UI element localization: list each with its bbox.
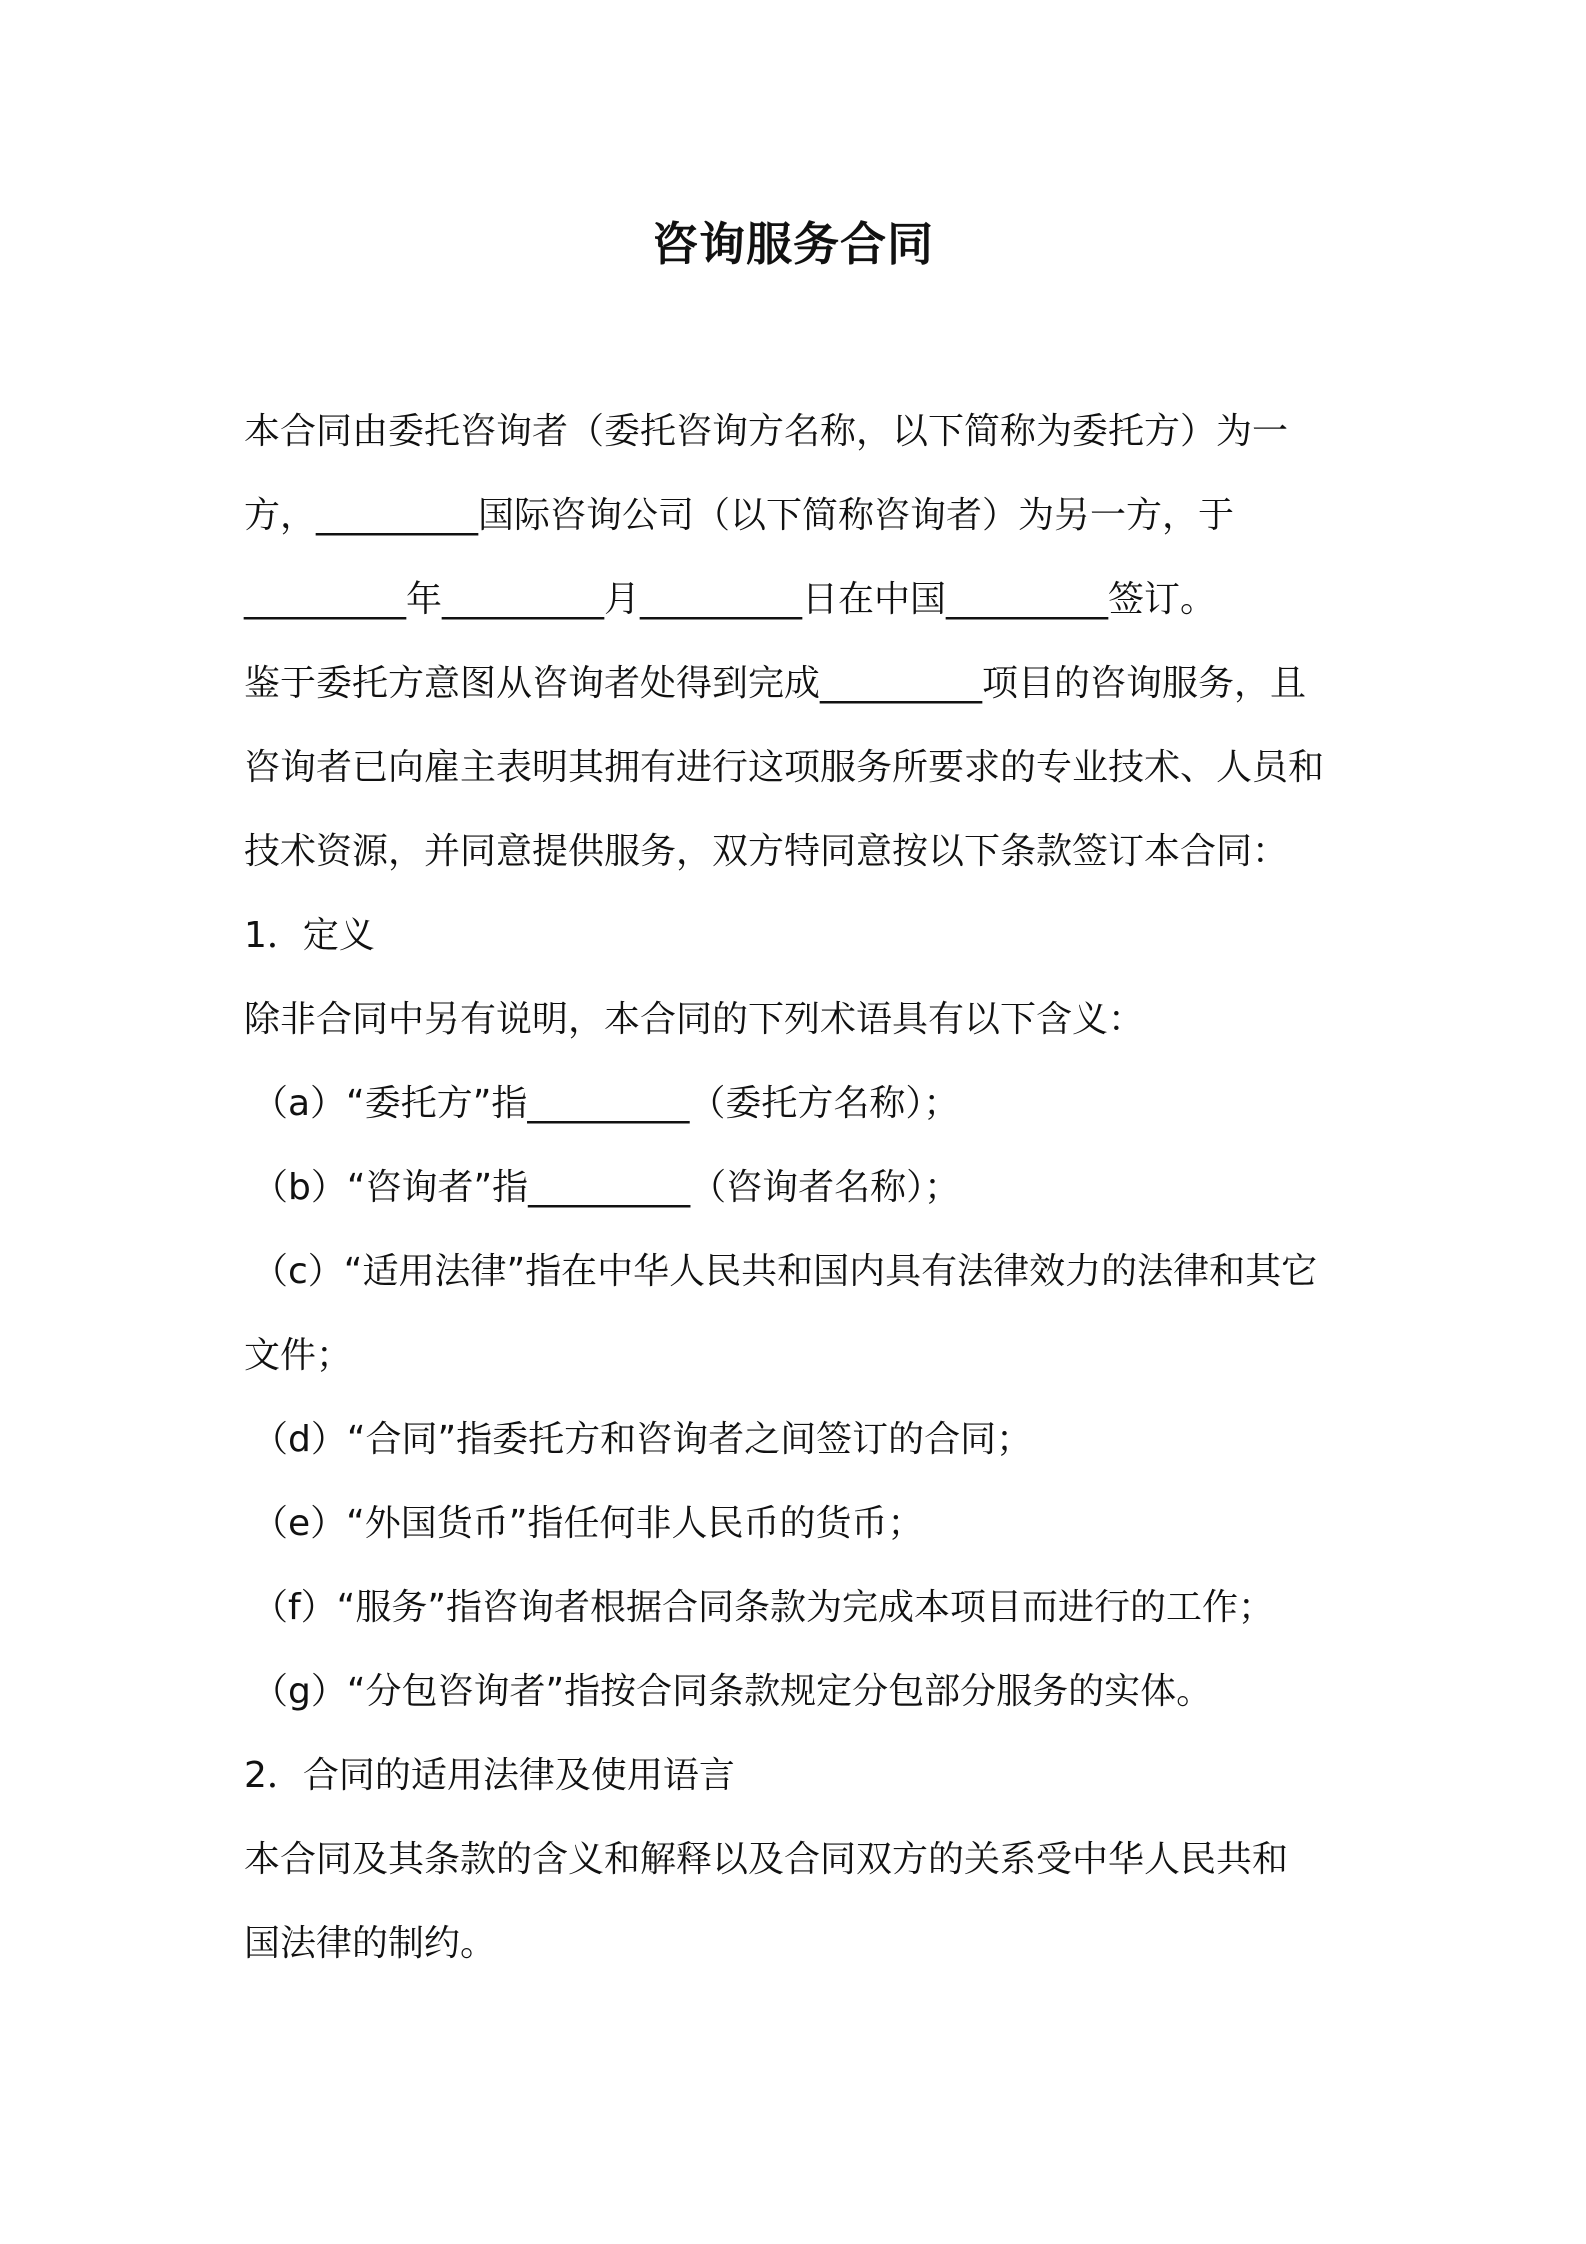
- paragraph-line-5: 咨询者已向雇主表明其拥有进行这项服务所要求的专业技术、人员和: [244, 747, 1325, 788]
- paragraph-line-2: 方，_________国际咨询公司（以下简称咨询者）为另一方，于: [244, 495, 1235, 536]
- paragraph-line-6: 技术资源，并同意提供服务，双方特同意按以下条款签订本合同：: [244, 831, 1289, 872]
- paragraph-line-3: _________年_________月_________日在中国_________签订。: [244, 579, 1217, 620]
- list-item-d: （d）“合同”指委托方和咨询者之间签订的合同；: [252, 1419, 1033, 1460]
- paragraph-line-8: 本合同及其条款的含义和解释以及合同双方的关系受中华人民共和: [244, 1839, 1289, 1880]
- list-item-b: （b）“咨询者”指_________（咨询者名称）；: [252, 1167, 961, 1208]
- list-item-c-continued: 文件；: [244, 1335, 353, 1376]
- section-heading-law-language: 2．合同的适用法律及使用语言: [244, 1755, 735, 1796]
- section-heading-definitions: 1．定义: [244, 915, 375, 956]
- list-item-e: （e）“外国货币”指任何非人民币的货币；: [252, 1503, 924, 1544]
- list-item-a: （a）“委托方”指_________（委托方名称）；: [252, 1083, 960, 1124]
- paragraph-line-1: 本合同由委托咨询者（委托咨询方名称，以下简称为委托方）为一: [244, 411, 1289, 452]
- list-item-f: （f）“服务”指咨询者根据合同条款为完成本项目而进行的工作；: [252, 1587, 1274, 1628]
- paragraph-line-7: 除非合同中另有说明，本合同的下列术语具有以下含义：: [244, 999, 1145, 1040]
- document-title: 咨询服务合同: [652, 217, 934, 271]
- list-item-c: （c）“适用法律”指在中华人民共和国内具有法律效力的法律和其它: [252, 1251, 1318, 1292]
- paragraph-line-4: 鉴于委托方意图从咨询者处得到完成_________项目的咨询服务，且: [244, 663, 1307, 704]
- list-item-g: （g）“分包咨询者”指按合同条款规定分包部分服务的实体。: [252, 1671, 1213, 1712]
- paragraph-line-9: 国法律的制约。: [244, 1923, 497, 1964]
